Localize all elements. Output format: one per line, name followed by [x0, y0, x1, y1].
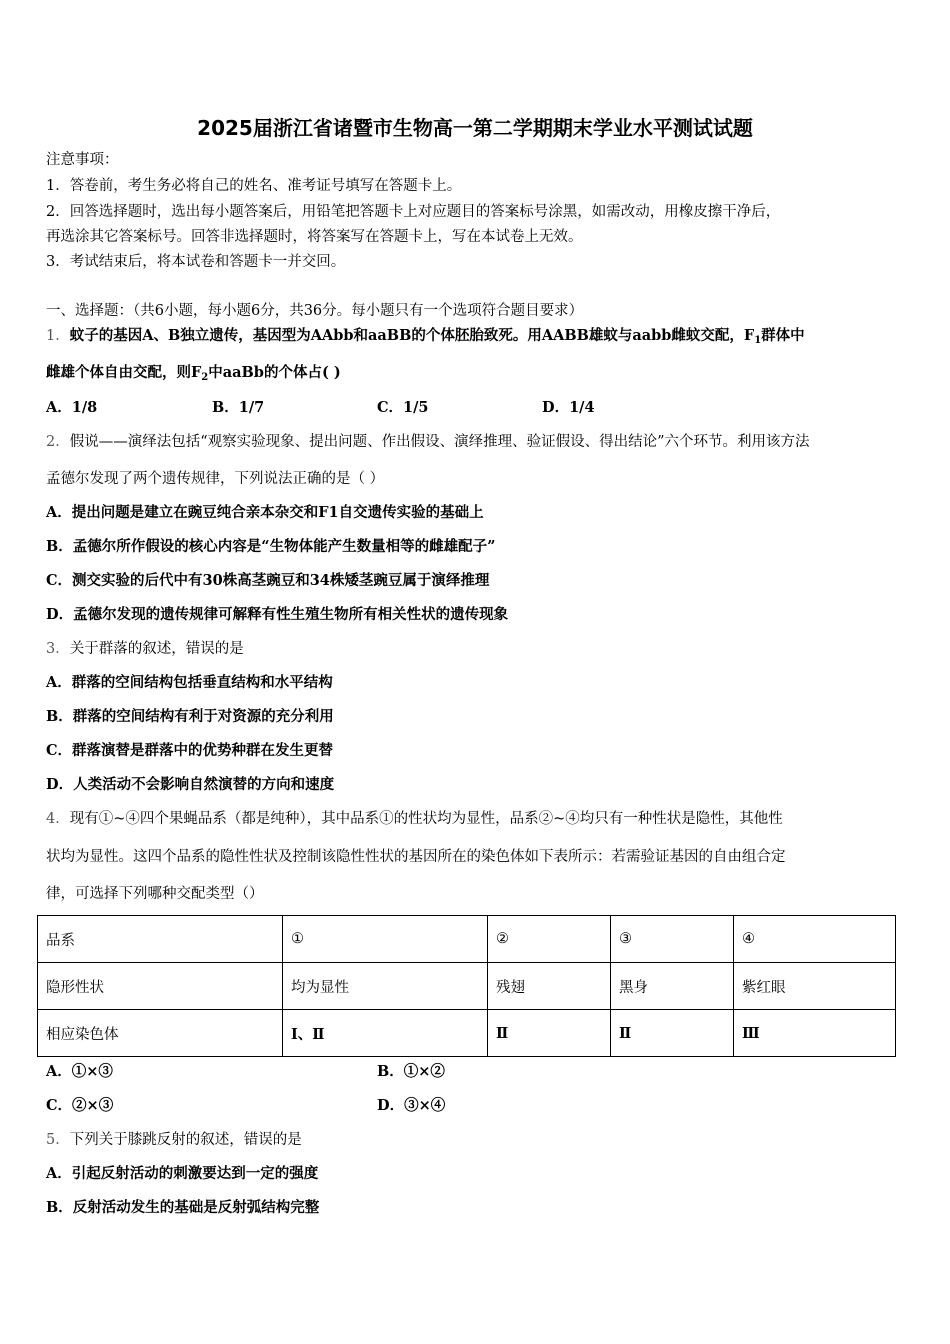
question-1-text-a: 蚊子的基因A、B独立遗传，基因型为AAbb和aaBB的个体胚胎致死。用AABB雄蚊与aabb雌蚊交配，F — [69, 327, 755, 344]
question-4-line-2: 状均为显性。这四个品系的隐性性状及控制该隐性性状的基因所在的染色体如下表所示：若需验证基因的自由组合定 — [46, 849, 786, 865]
question-2-option-a[interactable]: A．提出问题是建立在豌豆纯合亲本杂交和F1自交遗传实验的基础上 — [46, 504, 484, 521]
question-1-line-1 — [46, 326, 805, 351]
strain-table — [37, 915, 896, 1057]
question-1-text-b: 群体中 — [761, 327, 805, 344]
question-2-option-b[interactable]: B．孟德尔所作假设的核心内容是“生物体能产生数量相等的雌雄配子” — [46, 538, 496, 555]
table-cell: 隐形性状 — [38, 963, 283, 1010]
table-cell: Ⅰ、Ⅱ — [283, 1010, 488, 1057]
table-cell: Ⅱ — [611, 1010, 734, 1057]
question-1-option-a[interactable]: A．1/8 — [46, 399, 98, 416]
table-cell: 黑身 — [611, 963, 734, 1010]
question-3-line-1 — [46, 639, 244, 659]
question-1-option-b[interactable]: B．1/7 — [212, 399, 265, 416]
notice-heading: 注意事项： — [46, 152, 119, 168]
question-4-line-1 — [46, 809, 783, 829]
question-2-option-c[interactable]: C．测交实验的后代中有30株高茎豌豆和34株矮茎豌豆属于演绎推理 — [46, 572, 490, 589]
question-4-option-d[interactable]: D．③×④ — [377, 1097, 446, 1114]
table-row — [38, 916, 896, 963]
question-3-option-a[interactable]: A．群落的空间结构包括垂直结构和水平结构 — [46, 674, 333, 691]
question-4-option-a[interactable]: A．①×③ — [46, 1063, 113, 1080]
table-cell: Ⅱ — [488, 1010, 611, 1057]
question-2-option-d[interactable]: D．孟德尔发现的遗传规律可解释有性生殖生物所有相关性状的遗传现象 — [46, 606, 509, 623]
section-heading: 一、选择题：（共6小题，每小题6分，共36分。每小题只有一个选项符合题目要求） — [46, 303, 584, 319]
question-5-stem: 下列关于膝跳反射的叙述，错误的是 — [69, 1132, 302, 1148]
question-1-option-d[interactable]: D．1/4 — [542, 399, 595, 416]
page-title: 2025届浙江省诸暨市生物高一第二学期期末学业水平测试试题 — [197, 116, 753, 140]
question-3-option-b[interactable]: B．群落的空间结构有利于对资源的充分利用 — [46, 708, 334, 725]
question-3-option-c[interactable]: C．群落演替是群落中的优势种群在发生更替 — [46, 742, 334, 759]
table-row — [38, 1010, 896, 1057]
question-1-text-d: 中aaBb的个体占( ) — [208, 364, 341, 381]
question-1-number: 1． — [46, 328, 70, 344]
question-4-number: 4． — [46, 811, 70, 827]
question-3-number: 3． — [46, 641, 70, 657]
question-4-text-a: 现有①~④四个果蝇品系（都是纯种），其中品系①的性状均为显性，品系②~④均只有一种性状是隐性，其他性 — [69, 811, 783, 827]
question-5-option-b[interactable]: B．反射活动发生的基础是反射弧结构完整 — [46, 1199, 320, 1216]
table-cell: Ⅲ — [734, 1010, 896, 1057]
question-2-text-a: 假说——演绎法包括“观察实验现象、提出问题、作出假设、演绎推理、验证假设、得出结论”六个环节。利用该方法 — [69, 434, 810, 450]
question-1-sub: 1 — [754, 335, 762, 346]
table-cell: ④ — [734, 916, 896, 963]
question-3-stem: 关于群落的叙述，错误的是 — [69, 641, 244, 657]
table-cell: ② — [488, 916, 611, 963]
question-5-option-a[interactable]: A．引起反射活动的刺激要达到一定的强度 — [46, 1165, 319, 1182]
question-2-number: 2． — [46, 434, 70, 450]
question-4-line-3: 律，可选择下列哪种交配类型（） — [46, 886, 264, 902]
question-1-option-c[interactable]: C．1/5 — [377, 399, 429, 416]
table-cell: 品系 — [38, 916, 283, 963]
notice-item-1: 1．答卷前，考生务必将自己的姓名、准考证号填写在答题卡上。 — [46, 178, 462, 194]
question-2-line-1 — [46, 432, 810, 452]
table-cell: 紫红眼 — [734, 963, 896, 1010]
question-1-text-c: 雌雄个体自由交配，则F — [46, 364, 202, 381]
question-5-line-1 — [46, 1130, 302, 1150]
question-1-sub-2: 2 — [201, 372, 209, 383]
table-cell: 相应染色体 — [38, 1010, 283, 1057]
table-cell: ③ — [611, 916, 734, 963]
table-cell: 残翅 — [488, 963, 611, 1010]
notice-item-3: 3．考试结束后，将本试卷和答题卡一并交回。 — [46, 254, 346, 270]
question-3-option-d[interactable]: D．人类活动不会影响自然演替的方向和速度 — [46, 776, 335, 793]
question-4-option-b[interactable]: B．①×② — [377, 1063, 445, 1080]
notice-item-2a: 2．回答选择题时，选出每小题答案后，用铅笔把答题卡上对应题目的答案标号涂黑，如需改动，用橡皮擦干净后， — [46, 204, 781, 220]
question-4-option-c[interactable]: C．②×③ — [46, 1097, 114, 1114]
table-cell: 均为显性 — [283, 963, 488, 1010]
table-cell: ① — [283, 916, 488, 963]
question-5-number: 5． — [46, 1132, 70, 1148]
notice-item-2b: 再选涂其它答案标号。回答非选择题时，将答案写在答题卡上，写在本试卷上无效。 — [46, 229, 583, 245]
table-row — [38, 963, 896, 1010]
question-1-line-2 — [46, 363, 341, 388]
question-2-line-2: 孟德尔发现了两个遗传规律，下列说法正确的是（ ） — [46, 471, 385, 487]
